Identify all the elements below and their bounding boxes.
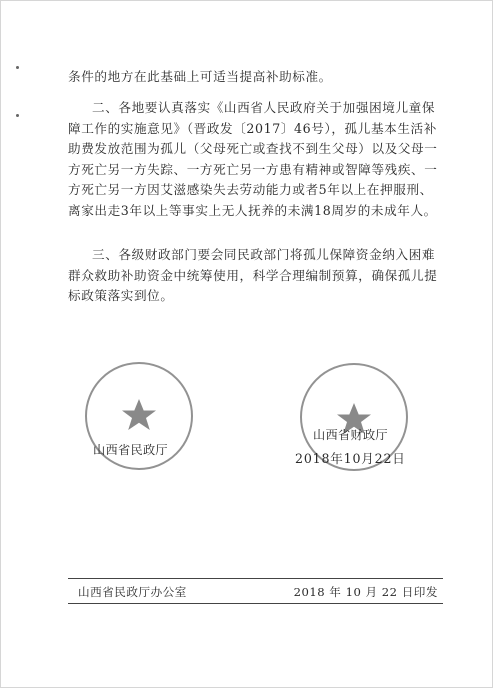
footer-issuer: 山西省民政厅办公室 <box>78 585 187 599</box>
footer-rule-bottom <box>68 603 443 604</box>
signature-date: 2018年10月22日 <box>295 451 406 466</box>
scan-speck <box>16 114 19 117</box>
paragraph-3: 三、各级财政部门要会同民政部门将孤儿保障资金纳入困难群众救助补助资金中统筹使用，科学合理编制预算，确保孤儿提标政策落实到位。 <box>68 247 438 303</box>
scan-speck <box>16 66 19 69</box>
paragraph-2: 二、各地要认真落实《山西省人民政府关于加强困境儿童保障工作的实施意见》（晋政发〔2017〕46号），孤儿基本生活补助费发放范围为孤儿（父母死亡或查找不到生父母）以及父母一方死亡另一方失踪、一方死亡另一方患有精神或智障等残疾、一方死亡另一方因艾滋感染失去劳动能力或者5年以上在押服刑、离家出走3年以上等事实上无人抚养的未满18周岁的未成年人。 <box>68 100 438 218</box>
paragraph-1: 条件的地方在此基础上可适当提高补助标准。 <box>68 69 332 84</box>
signature-org-left: 山西省民政厅 <box>93 443 168 457</box>
signature-org-right: 山西省财政厅 <box>313 428 388 442</box>
footer-print-date: 2018 年 10 月 22 日印发 <box>293 585 438 599</box>
footer-rule-top <box>68 578 443 579</box>
